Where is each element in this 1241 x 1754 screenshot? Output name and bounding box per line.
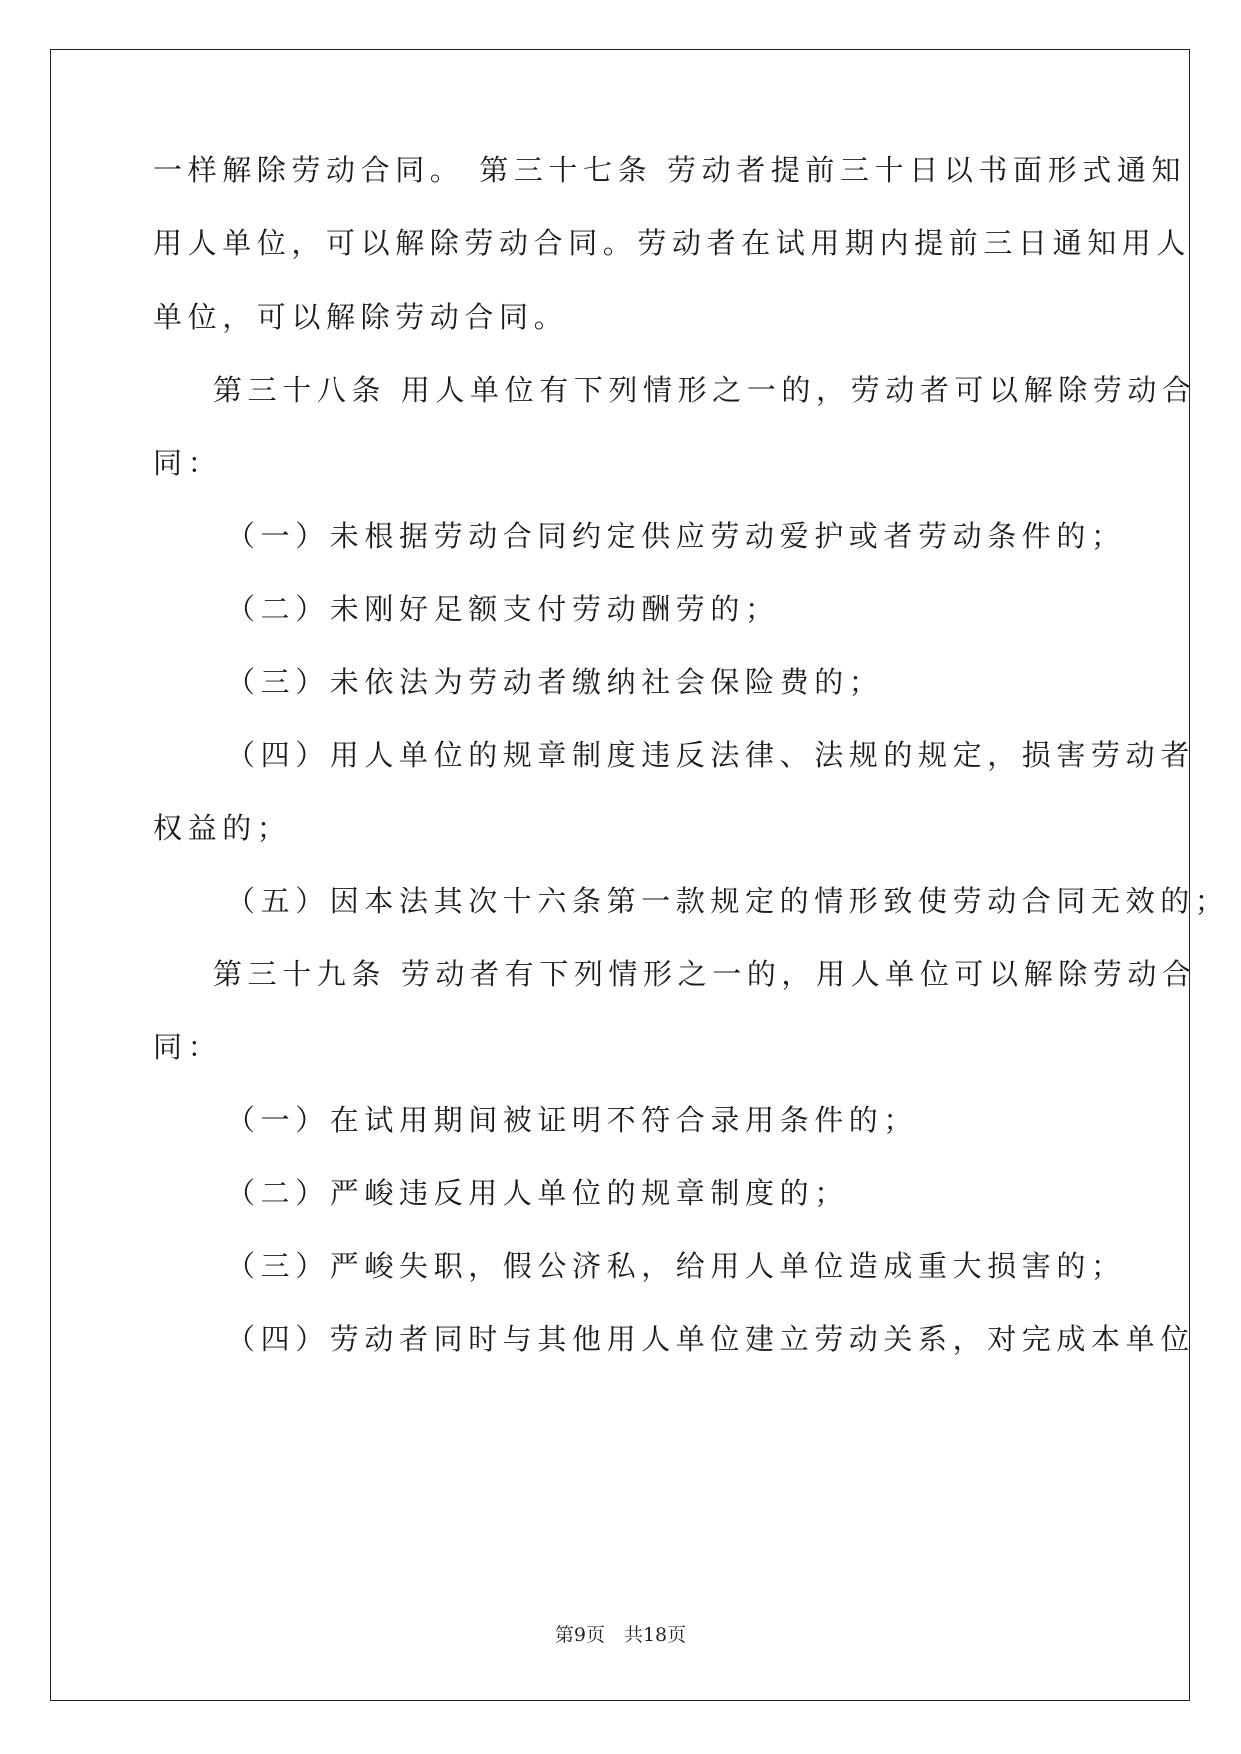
list-item: （一）未根据劳动合同约定供应劳动爱护或者劳动条件的；	[226, 519, 1126, 553]
list-item: （三）未依法为劳动者缴纳社会保险费的；	[226, 665, 884, 699]
page-number: 第9页 共18页	[554, 1624, 687, 1646]
text-line: 用人单位，可以解除劳动合同。劳动者在试用期内提前三日通知用人	[153, 226, 1192, 260]
text-line: 同：	[153, 1030, 223, 1064]
text-line: 同：	[153, 446, 223, 480]
article-heading: 第三十八条 用人单位有下列情形之一的，劳动者可以解除劳动合	[213, 373, 1197, 407]
list-item: （三）严峻失职，假公济私，给用人单位造成重大损害的；	[226, 1249, 1126, 1283]
text-line: 权益的；	[153, 811, 292, 845]
article-heading: 第三十九条 劳动者有下列情形之一的，用人单位可以解除劳动合	[213, 957, 1197, 991]
list-item: （二）严峻违反用人单位的规章制度的；	[226, 1176, 849, 1210]
list-item: （四）用人单位的规章制度违反法律、法规的规定，损害劳动者	[226, 738, 1195, 772]
list-item: （一）在试用期间被证明不符合录用条件的；	[226, 1103, 919, 1137]
list-item: （五）因本法其次十六条第一款规定的情形致使劳动合同无效的；	[226, 884, 1230, 918]
list-item: （二）未刚好足额支付劳动酬劳的；	[226, 592, 780, 626]
text-line: 单位，可以解除劳动合同。	[153, 300, 569, 334]
text-line: 一样解除劳动合同。 第三十七条 劳动者提前三十日以书面形式通知	[153, 153, 1187, 187]
list-item: （四）劳动者同时与其他用人单位建立劳动关系，对完成本单位	[226, 1322, 1195, 1356]
